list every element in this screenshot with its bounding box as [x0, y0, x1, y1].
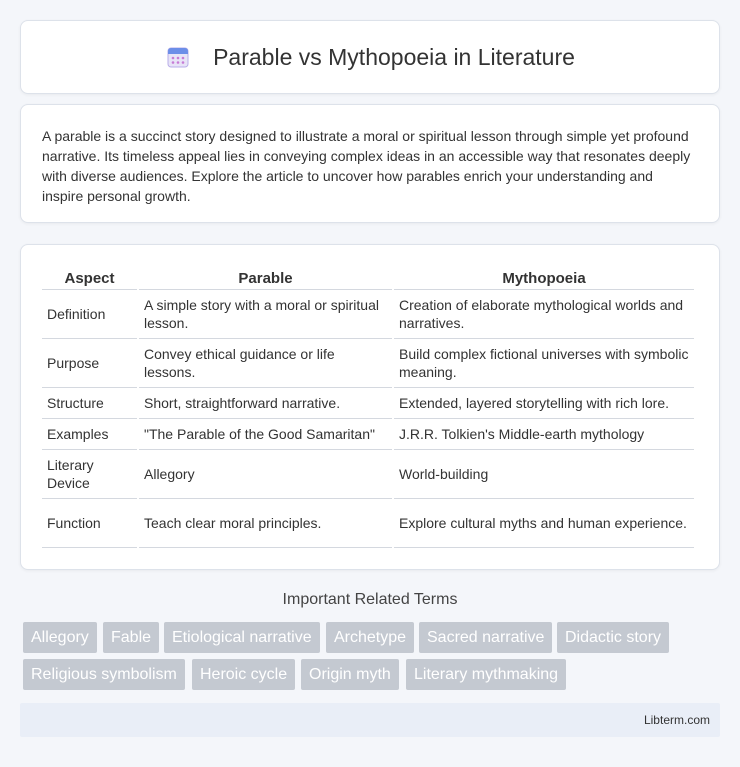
table-header-row: [42, 266, 694, 290]
tag-fable[interactable]: Fable: [103, 622, 159, 653]
aspect-cell: Function: [42, 499, 137, 548]
parable-cell: Short, straightforward narrative.: [139, 388, 392, 419]
mythopoeia-cell: J.R.R. Tolkien's Middle-earth mythology: [394, 419, 694, 450]
header-mythopoeia: Mythopoeia: [394, 266, 694, 290]
footer-link[interactable]: Libterm.com: [643, 713, 710, 727]
header-parable: Parable: [139, 266, 392, 290]
parable-cell: Teach clear moral principles.: [139, 499, 392, 548]
tag-allegory[interactable]: Allegory: [23, 622, 97, 653]
tag-literary-mythmaking[interactable]: Literary mythmaking: [406, 659, 566, 690]
comparison-table-card: [20, 244, 720, 570]
tag-didactic-story[interactable]: Didactic story: [557, 622, 669, 653]
table-row: [42, 290, 694, 339]
aspect-cell: Definition: [42, 290, 137, 339]
parable-cell: Convey ethical guidance or life lessons.: [139, 339, 392, 388]
mythopoeia-cell: Creation of elaborate mythological worlds and narratives.: [394, 290, 694, 339]
header-aspect: Aspect: [42, 266, 137, 290]
parable-cell: "The Parable of the Good Samaritan": [139, 419, 392, 450]
mythopoeia-cell: Extended, layered storytelling with rich lore.: [394, 388, 694, 419]
tag-sacred-narrative[interactable]: Sacred narrative: [419, 622, 552, 653]
aspect-cell: Structure: [42, 388, 137, 419]
aspect-cell: Examples: [42, 419, 137, 450]
footer: [20, 703, 720, 737]
aspect-cell: Purpose: [42, 339, 137, 388]
aspect-cell: Literary Device: [42, 450, 137, 499]
table-row: [42, 450, 694, 499]
tag-heroic-cycle[interactable]: Heroic cycle: [192, 659, 295, 690]
table-row: [42, 388, 694, 419]
table-row: [42, 339, 694, 388]
mythopoeia-cell: World-building: [394, 450, 694, 499]
tag-archetype[interactable]: Archetype: [326, 622, 414, 653]
header-card: [20, 20, 720, 94]
intro-text: A parable is a succinct story designed to illustrate a moral or spiritual lesson through simple yet profound narrative. Its timeless appeal lies in conveying complex ideas in an accessible way that resonates deeply with diverse audiences. Explore the article to uncover how parables enrich your understanding and inspire personal growth.: [42, 128, 691, 204]
table-row: [42, 499, 694, 548]
intro-card: [20, 104, 720, 223]
comparison-table: [40, 266, 696, 548]
tag-etiological-narrative[interactable]: Etiological narrative: [164, 622, 320, 653]
title-wrap: [165, 44, 575, 71]
tag-origin-myth[interactable]: Origin myth: [301, 659, 399, 690]
mythopoeia-cell: Explore cultural myths and human experience.: [394, 499, 694, 548]
mythopoeia-cell: Build complex fictional universes with symbolic meaning.: [394, 339, 694, 388]
related-terms-title: Important Related Terms: [282, 591, 458, 608]
calendar-icon: [165, 44, 191, 70]
page-title: Parable vs Mythopoeia in Literature: [213, 43, 575, 70]
parable-cell: Allegory: [139, 450, 392, 499]
parable-cell: A simple story with a moral or spiritual lesson.: [139, 290, 392, 339]
tag-religious-symbolism[interactable]: Religious symbolism: [23, 659, 185, 690]
table-row: [42, 419, 694, 450]
